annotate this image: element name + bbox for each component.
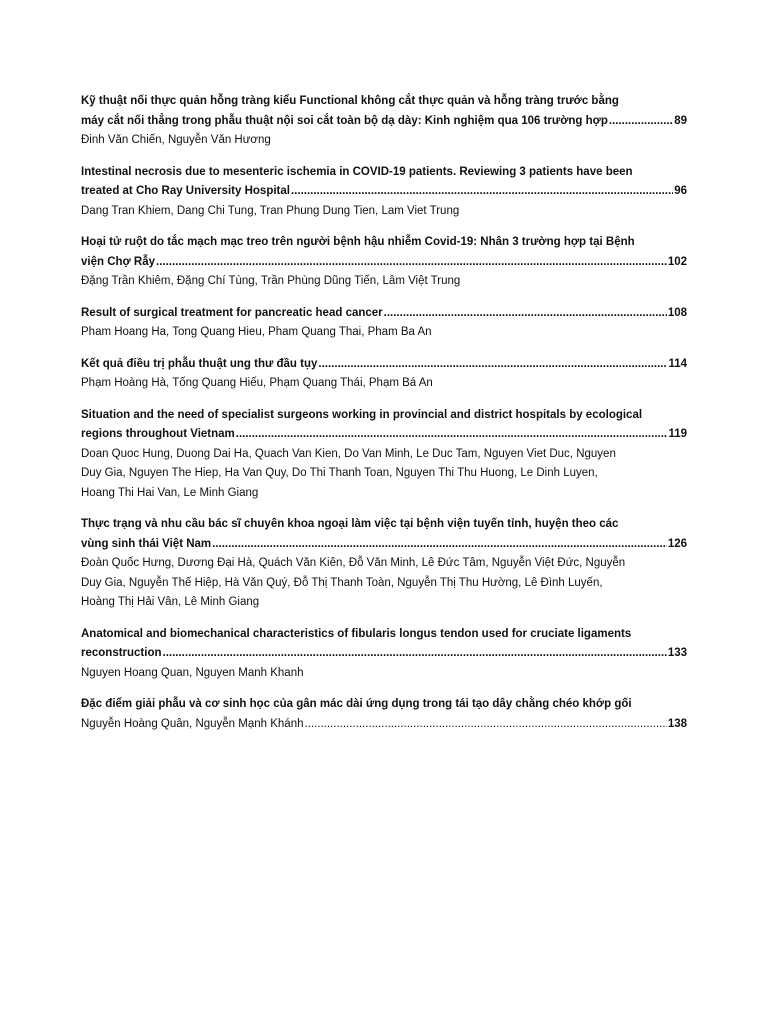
entry-authors: Đinh Văn Chiến, Nguyễn Văn Hương [81, 134, 271, 146]
dot-leader [291, 182, 673, 202]
entry-authors: Phạm Hoàng Hà, Tống Quang Hiếu, Phạm Quang Thái, Phạm Bá An [81, 377, 433, 389]
entry-authors: Hoang Thi Hai Van, Le Minh Giang [81, 486, 259, 499]
toc-entry [81, 163, 687, 222]
entry-authors: Hoàng Thị Hải Vân, Lê Minh Giang [81, 596, 260, 608]
entry-title-line: Hoại tử ruột do tắc mạch mạc treo trên người bệnh hậu nhiễm Covid-19: Nhân 3 trường hợp tại Bệnh [81, 236, 635, 248]
toc-entry [81, 515, 687, 613]
entry-authors: Duy Gia, Nguyen The Hiep, Ha Van Quy, Do Thi Thanh Toan, Nguyen Thi Thu Huong, Le Dinh Luyen, [81, 467, 598, 479]
dot-leader [384, 304, 667, 324]
table-of-contents [81, 92, 687, 746]
entry-title-line: Đặc điểm giải phẫu và cơ sinh học của gân mác dài ứng dụng trong tái tạo dây chằng chéo khớp gối [81, 698, 632, 710]
entry-title-leader-line [81, 112, 687, 132]
page-number: 114 [668, 357, 687, 370]
page-number: 102 [667, 255, 687, 268]
page-number: 138 [667, 717, 687, 730]
entry-title-leader-line [81, 644, 687, 664]
page-number: 96 [674, 185, 687, 197]
page-number: 119 [668, 428, 687, 440]
dot-leader [163, 644, 667, 664]
toc-entry [81, 625, 687, 684]
entry-title-leader-line [81, 182, 687, 202]
entry-title-line: Result of surgical treatment for pancreatic head cancer [81, 306, 383, 319]
toc-entry [81, 92, 687, 151]
entry-title-line: reconstruction [81, 647, 162, 659]
entry-title-line: regions throughout Vietnam [81, 428, 235, 440]
dot-leader [609, 112, 673, 132]
dot-leader [305, 715, 667, 735]
entry-title-line: vùng sinh thái Việt Nam [81, 537, 212, 550]
entry-authors: Duy Gia, Nguyễn Thế Hiệp, Hà Văn Quý, Đỗ Thị Thanh Toàn, Nguyễn Thị Thu Hường, Lê Đình Luyến, [81, 576, 603, 589]
entry-title-line: Situation and the need of specialist surgeons working in provincial and district hospitals by ecological [81, 408, 643, 421]
page-number: 126 [667, 537, 687, 550]
toc-entry [81, 406, 687, 504]
entry-title-line: Thực trạng và nhu cầu bác sĩ chuyên khoa ngoại làm việc tại bệnh viện tuyến tỉnh, huyện theo các [81, 518, 619, 530]
page-number: 133 [667, 647, 687, 659]
entry-authors: Đặng Trần Khiêm, Đặng Chí Tùng, Trần Phùng Dũng Tiến, Lâm Việt Trung [81, 275, 461, 287]
entry-title-line: treated at Cho Ray University Hospital [81, 185, 290, 197]
entry-title-line: máy cắt nối thẳng trong phẫu thuật nội soi cắt toàn bộ dạ dày: Kinh nghiệm qua 106 trường hợp [81, 114, 608, 127]
entry-authors: Nguyễn Hoàng Quân, Nguyễn Mạnh Khánh [81, 717, 304, 730]
toc-entry [81, 304, 687, 343]
dot-leader [318, 355, 667, 375]
entry-title-line: Intestinal necrosis due to mesenteric ischemia in COVID-19 patients. Reviewing 3 patients have been [81, 165, 633, 178]
entry-authors: Pham Hoang Ha, Tong Quang Hieu, Pham Quang Thai, Pham Ba An [81, 326, 432, 338]
page-number: 89 [674, 114, 687, 127]
dot-leader [212, 535, 667, 555]
entry-authors: Doan Quoc Hung, Duong Dai Ha, Quach Van Kien, Do Van Minh, Le Duc Tam, Nguyen Viet Duc, Nguyen [81, 447, 616, 460]
entry-title-line: Kỹ thuật nối thực quản hỗng tràng kiểu Functional không cắt thực quản và hỗng tràng trước bằng [81, 95, 619, 107]
entry-title-leader-line [81, 304, 687, 324]
entry-title-leader-line [81, 425, 687, 445]
toc-entry [81, 695, 687, 734]
toc-entry [81, 233, 687, 292]
dot-leader [236, 425, 668, 445]
entry-title-line: viện Chợ Rẫy [81, 255, 156, 268]
entry-authors: Đoàn Quốc Hưng, Dương Đại Hà, Quách Văn Kiên, Đỗ Văn Minh, Lê Đức Tâm, Nguyễn Việt Đức, Nguyễn [81, 557, 626, 569]
entry-title-leader-line [81, 535, 687, 555]
entry-title-leader-line [81, 355, 687, 375]
dot-leader [156, 253, 667, 273]
entry-authors-leader-line [81, 715, 687, 735]
entry-authors: Nguyen Hoang Quan, Nguyen Manh Khanh [81, 666, 304, 679]
page-number: 108 [667, 306, 687, 319]
entry-title-line: Kết quả điều trị phẫu thuật ung thư đầu tụy [81, 357, 318, 370]
entry-title-line: Anatomical and biomechanical characteristics of fibularis longus tendon used for cruciate ligaments [81, 627, 632, 640]
entry-title-leader-line [81, 253, 687, 273]
toc-entry [81, 355, 687, 394]
entry-authors: Dang Tran Khiem, Dang Chi Tung, Tran Phung Dung Tien, Lam Viet Trung [81, 204, 460, 217]
